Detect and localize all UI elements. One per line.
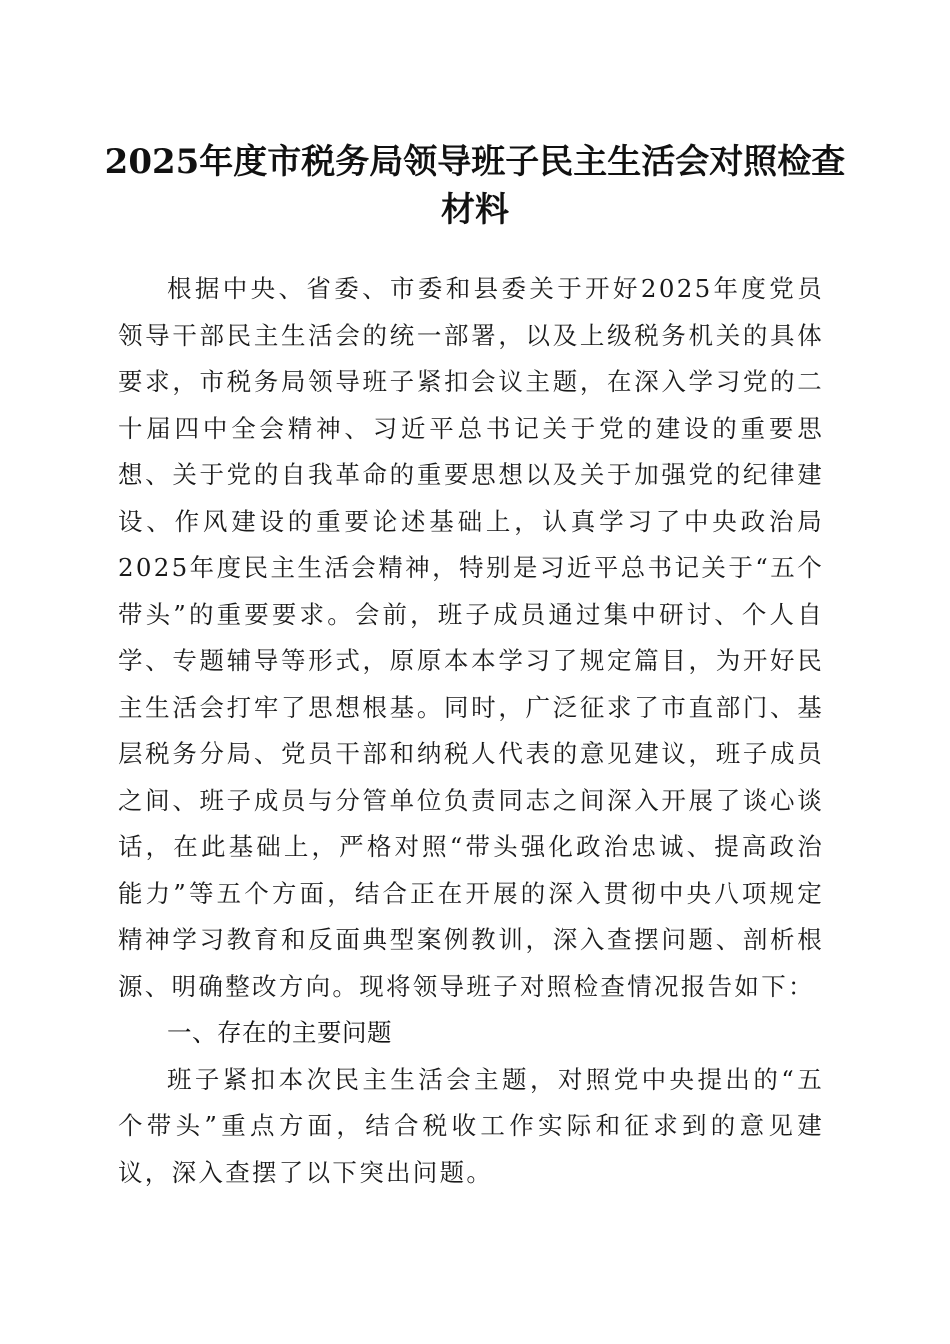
section-intro-paragraph: 班子紧扣本次民主生活会主题，对照党中央提出的“五个带头”重点方面，结合税收工作实际和征求到的意见建议，深入查摆了以下突出问题。 <box>118 1064 824 1187</box>
intro-paragraph: 根据中央、省委、市委和县委关于开好2025年度党员领导干部民主生活会的统一部署，以及上级税务机关的具体要求，市税务局领导班子紧扣会议主题，在深入学习党的二十届四中全会精神、习近平总书记关于党的建设的重要思想、关于党的自我革命的重要思想以及关于加强党的纪律建设、作风建设的重要论述基础上，认真学习了中央政治局2025年度民主生活会精神，特别是习近平总书记关于“五个带头”的重要要求。会前，班子成员通过集中研讨、个人自学、专题辅导等形式，原原本本学习了规定篇目，为开好民主生活会打牢了思想根基。同时，广泛征求了市直部门、基层税务分局、党员干部和纳税人代表的意见建议，班子成员之间、班子成员与分管单位负责同志之间深入开展了谈心谈话，在此基础上，严格对照“带头强化政治忠诚、提高政治能力”等五个方面，结合正在开展的深入贯彻中央八项规定精神学习教育和反面典型案例教训，深入查摆问题、剖析根源、明确整改方向。现将领导班子对照检查情况报告如下： <box>118 274 824 1001</box>
section-heading-problems: 一、存在的主要问题 <box>167 1018 392 1047</box>
document-body <box>118 266 824 1196</box>
document-title: 2025年度市税务局领导班子民主生活会对照检查材料 <box>104 142 846 230</box>
